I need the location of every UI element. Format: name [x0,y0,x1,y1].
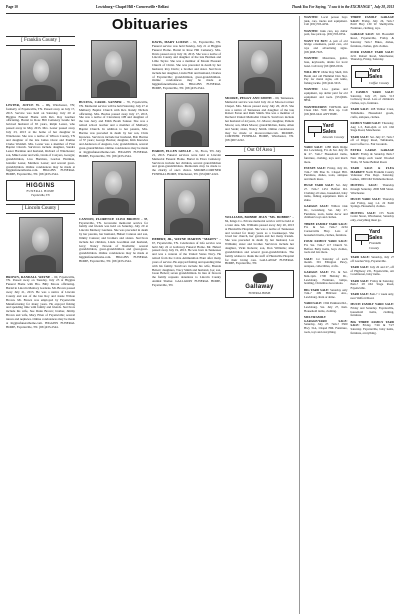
obit-column-2 [79,34,148,331]
classified-ad-text: Friday, 7/26 & 7/27 Saturday. Fayetteville, baby items, furniture, everything. [350,323,394,335]
classified-ad-text: Thursday through Saturday. 2000 Mill Street. Winchester. [350,183,394,195]
obituary-name: WILLIAMS, BOBBIE JEAN "MS. BOBBIE" [225,215,292,220]
obituary-photo [238,159,282,213]
classified-ad-heading: MULTI YARD SALE: [350,196,383,201]
classified-ad [304,289,348,300]
obituary-photo [92,161,136,215]
obituary-name: LESTER, JOYCE W. – 83, [6,103,51,108]
classified-ad [351,184,395,195]
classified-ad [351,321,395,336]
classified-ad [304,302,348,313]
classified-ad-heading: YARD SALE: [350,134,370,139]
classified-ad-heading: BIG YARD SALE: [304,287,331,292]
classified-ad [351,33,395,48]
classified-ad-heading: WILL BUY: [304,69,322,74]
obituary-entry [79,100,148,159]
yard-sale-banner [351,65,395,88]
classified-ad-heading: WANTED: [304,56,323,61]
classified-ad-heading: GARAGE SALE: [304,204,332,209]
classified-ad-text: Friday, July 26, 7am-? 8410 Hwy 130 W. Shelbyville. Furniture, clothing, toys. [350,18,394,31]
classified-ad [304,30,348,37]
obituary-entry [6,275,75,330]
classified-ad-heading: GARAGE SALE: [350,32,376,37]
classified-column-2 [351,16,395,338]
classified-ad-text: 1st Saturday of each month. 301 Ellington Pkwy, antiques, collectibles, crafts. [304,256,348,268]
funeral-home-sub: FUNERAL HOME [26,189,55,194]
masthead: Lewisburg • Chapel Hill • Cornersville • Belfast [96,5,169,9]
classified-ad [304,16,348,27]
obituary-body: – 60, Fayetteville, TN. Passed away on Tuesday, July 23 at Higgins Funeral Home with Bro. Billy Moore officiating. Burial in Lincoln Memory Gardens. Mr. Brown passed away July 21, 2013. He was a native of Lincoln County and son of the late Roy and Jessie Wilson Brown. Mr. Brown was employed by Fayetteville Manufacturing for many years. He enjoyed fishing and spending time with family and friends. Survivors include his wife, Sue Dunn Brown; brother, Jimmy Brown and wife, Mary Ellen of Fayetteville; several nieces and nephews. Online condolences may be made at higginsfuneralhome.com. HIGGINS FUNERAL HOME, Fayetteville, TN. (931)433-2544. [6,274,75,329]
yard-sale-sign-icon [307,126,320,137]
classified-column-1 [304,16,348,338]
classified-ad-text: Fri. & Sat. 7am-? 2234 Cornersville Hwy. Lots of household items, clothes, furniture. [304,225,348,237]
obituary-entry [152,237,221,288]
classified-ad-text: Thursday and Friday, Aug 1-2. 22 Estill Springs. Household, clothes. [350,196,394,209]
classified-ad-text: Saturday, July 27. 7am-? 3300 Hwy 31A, Chapel Hill. Furniture, tools, toys and everything. [304,322,348,334]
classified-ad [351,212,395,223]
yard-sale-county: Coffee County [368,80,390,85]
classified-ad-heading: EXTRA LARGE GARAGE SALE: [350,148,394,157]
yard-sale-sign-icon [354,234,367,245]
classified-ad [304,316,348,335]
yard-sale-title: Yard Sales [368,228,383,242]
obituary-photo [165,93,209,147]
classifieds-section [299,16,394,614]
classified-ad-heading: WANTED: [304,87,323,92]
classified-ad [304,167,348,182]
obituary-entry [6,103,75,177]
obituary-body: Winchester, TN; formerly of Fayetteville, TN. Passed away on July 17, 2013. Service was held on Saturday, July 20 at Higgins Funeral Home with Rev. Ray Gardner officiating. Burial in Rose Hill Cemetery beside her beloved husband of 65 years, Ralph Lester, who passed away in May 2013. Mrs. Lester passed away July 23, 2013 at the home of her daughter in Winchester. She was a native of Wilson County, TN and daughter of the late James Oscar and Pauline Clarke Waddell. Mrs. Lester was a member of First Baptist Church. Survivors include daughter, Sandra Lester Hartman and husband, Richard of Winchester; son, Mike Lester and wife, Linda of Conyers, Georgia; grandchildren, Lisa Hartman, Gordon Hartman, Jennifer Lester, Matthew Lester; and several great-grandchildren. Online condolences may be made at higginsfuneralhome.com. HIGGINS FUNERAL HOME, Fayetteville, TN. (931)433-2544. [6,103,76,177]
classified-ad-heading: FOUR FAMILY YARD SALE: [350,49,394,54]
classified-ad-text: Friday, July 26, 7am-? 309 Pine St. Chapel Hill. Furniture, dishes, tools, antiques and much more. [304,165,348,181]
classified-ad [304,106,348,117]
obituary-photo [19,217,63,273]
classified-ad-heading: HUGE YARD SALE: [304,183,336,188]
classified-ad-heading: YARD SALE: [350,254,372,259]
classified-ad-heading: FOUR FAMILY YARD SALE: [304,239,348,244]
classified-ad-text: 8am-? 1 week only, near Welford Road. [350,292,394,301]
classified-ad-text: North Franklin County Volunteer Fire Dept. Saturday, Games, 1000 Old Tullahoma Road. [350,169,395,181]
obituary-name: HEBERT, JR., WAYNE MARTIN "MARTY" [152,236,219,241]
classified-ad-text: Saturday, July 27 off Garden Way, Fayetteville. [350,254,394,263]
obit-column-3 [152,34,221,331]
classified-ad-text: 1288 Ruth Ridge Rd. Lewisburg, Fri. & Sat. July 26 & 27. 7am-? Household items, furniture, clothing, toys and much more. [304,144,348,164]
obituary-photo [91,40,137,98]
classified-ad-text: Saturday, July 27, 6am. 513 Colloway Road. Lots of children's clothes, toys, furniture. [350,93,394,105]
classified-ad-text: Saturday only 7am-? 209 Hillcrest Ave., Lewisburg. Rain or shine. [304,287,348,300]
classified-ad-heading: YARD SALE: [304,301,324,306]
classified-ad-heading: YARD SALE: [350,292,370,297]
classified-ad [351,198,395,209]
classified-ad [304,223,348,238]
classified-ad-heading: THREE FAMILY YARD SALE: [304,221,348,226]
classified-ad-text: Fri. & Sat. 8am-1pm. 1700 Holiday Dr., Lewisburg. Furniture, lamps, bedding, Christmas decorations. [304,270,348,286]
yard-sale-banner [304,120,348,143]
classified-ad [351,280,395,291]
classified-ad [351,136,395,147]
obituary-body: – 91, Elora, TN. July 21, 2013. Funeral services were held at Lincoln Memorial Funeral Home. Burial in Elora Cemetery. Survivors include her children, several grandchildren and great-grandchildren. Memorials may be made to the charity of one's choice. MOORE-CORTNER FUNERAL HOME, Winchester, TN. (931)967-2222. [152,148,222,177]
obituary-name: MOORE, PEGGY ANN SMITH [225,96,272,100]
classified-ad [351,16,395,31]
obituary-photo [164,179,210,235]
obituary-entry [225,215,294,266]
classified-ad-text: Junk cars, top dollar paid, free pick up. (931)703-9354. [304,28,348,37]
classified-ad-text: Sat. July 27. 7am-? 1451 Belfast Rd. Clothing all sizes, household, baby items, fishing equipment. Rain or shine. [304,183,348,203]
classified-ad-text: Sat. July 27, 7am-? off of Rippy Road, Tullahoma, near Coffee Co. Fair Grounds. [350,134,394,147]
classified-ad-text: I-Go games and equipment, top dollar paid for old equipment and tools. (931)946-8834. [304,87,348,103]
classified-ad [304,205,348,220]
funeral-home-address: Fayetteville, TN [31,194,50,198]
classified-ad-heading: MOVING SALE: [350,183,383,188]
classified-ad [304,271,348,286]
yard-sale-county: Franklin County [368,241,382,250]
classified-ad [351,266,395,277]
yard-sale-sign-icon [354,71,367,82]
classified-ad [304,71,348,86]
classified-ad-text: Willow Oak Dr., Lewisburg. Sat. July 27. Furniture, tools, home decor and children's toys and clothes. [304,204,348,220]
section-title: Obituaries [111,16,189,33]
classified-ad-heading: 3 FAMILY YARD SALE: [350,89,394,94]
classified-ad-heading: YARD SALE & FLEA MARKET: [350,165,394,174]
obituary-body: – 88, Fayetteville, TN. Graveside memorial service for family and friends was held on Saturday, July 20 at Lincoln Memory Gardens. She was preceded in death by her parents, her husband, Hubert Cannon and son, Jimmy Cannon; and brothers and sisters. Survivors include her children, Linda Goodman and husband, Jerry; Nancy Nowak of Nashville; several grandchildren, great-grandchildren and great-great-grandchildren. Online condolences may be made at higginsfuneralhome.com. HIGGINS FUNERAL HOME, Fayetteville, TN. (931)433-2544. [79,216,148,263]
classified-ad [351,122,395,133]
classified-ad [304,146,348,165]
classified-ad-heading: MULTI FAMILY YARD SALE: [350,302,394,307]
obituary-name: HARDY, ELLEN GIELLE [152,148,192,153]
classified-ad-text: Fri. Sat. 7am-? 117 Church St. Belfast. Baby items, boys clothes, tools and lots more. [304,242,348,255]
classified-ad-heading: THREE FAMILY GARAGE SALE: [350,15,394,23]
classified-ad-text: Friday & Saturday, 8am-? 28 Old Stage Road, Fayetteville. [350,278,394,291]
yard-sale-banner [351,226,395,253]
page-header [6,4,394,14]
yard-sale-title: Yard Sales [322,122,336,136]
classified-ad-heading: BIG THREE FAMILY YARD SALE: [350,319,394,328]
classified-ad-text: Musicians, guitar, bass, keyboards, drums for local band. Call Jerry (931)993-0016. [304,56,348,68]
classified-ad-text: 208 Timber Crest, Tullahoma. Household goods, crafts, antiques, clothes. [350,107,394,119]
classified-ad [304,184,348,203]
classified-ad-text: Older Ray Shell, Jim Beam and old Hummel Dan Slot. Pay for metal signs, old knife, fishing tackle. (931)242-5013. [304,69,348,85]
classified-ad [351,51,395,62]
obituary-entry [225,96,294,143]
classified-ad-text: A pair of old bridge ornaments, pedal cars, old toys and advertising signs. (931)698-7025. [304,38,348,54]
classified-ad-heading: SALE: [304,256,316,261]
classified-ad-heading: YARD SALE: [350,264,371,269]
obituary-body: – 67, Fayetteville, TN. Celebration of Life service was held July 22 at Gallaway Funeral Home. Mr. Hebert passed away July 19, 2013. He was born in Tennessee and was a veteran of the United States Navy. He retired from the Cobra Ammunition Plant after many years of service. He enjoyed fishing and spending time with his family. Survivors include his wife, Brenda Hebert; daughters, Tracy Smith and husband, Joe; son, Jason Hebert; seven grandchildren. In lieu of flowers the family requests donations to Lincoln County Animal Shelter. GALLAWAY FUNERAL HOME, Fayetteville, TN. [152,236,221,287]
funeral-home-logo [6,180,75,200]
classified-ad-text: Friday & Saturday 8am-? New things each week! Wooded Trails, 33 Sante Behind Road. [350,152,394,164]
classified-ad [351,303,395,318]
page-number: Page 10 [6,5,18,9]
obituary-name: CANNON, FLORENCE CLEO BROWN [79,216,140,221]
classified-ad [351,293,395,300]
obituary-body: – 91, Fayetteville, TN. Funeral service was held Sunday, July 21 at Higgins Funeral Home. Burial in Rose Hill Cemetery. Mrs. Davis passed away July 19, 2013. She was a native of Lincoln County and daughter of the late Herman and Lillie Taylor. She was a member of Mount Pleasant Church of Christ. She was preceded in death by her husband, Roy Davis; a brother and sister. Survivors include her daughter, Linda Holt and husband, Charles of Fayetteville; grandchildren, great-grandchildren. Online condolences may be made at higginsfuneralhome.com. HIGGINS FUNERAL HOME, Fayetteville, TN. (931)433-2544. [152,40,221,91]
obituary-name: BUCINA, CAROL SANNER [79,100,122,104]
obituary-body: – 76, Fayetteville, TN. Memorial service will be held Saturday, July 27 at Mulberry Baptist Church with Rev. Randy Nichols officiating. Mrs. Bucina passed away July 17, 2013. She was a native of Cleveland, OH and daughter of the late Jerry and Edith Booth Sanner. She was a retired school teacher and a member of Mulberry Baptist Church. In addition to her parents, Mrs. Bucina was preceded in death by her son, Chris Knowles. Survivors include her husband, Bob Bucina of 37 years; George Bucina; daughter, Kim Knowles and Anderson of Augusta, GA; grandchildren, several great-grandchildren. Online condolences may be made at higginsfuneralhome.com. HIGGINS FUNERAL HOME, Fayetteville, TN. (931)433-2544. [79,100,148,158]
obituary-entry [152,40,221,91]
classified-ad [351,149,395,164]
classified-ad-heading: ESTATE SALE: [304,165,328,170]
classified-ad-heading: YARD SALE: [350,278,371,283]
funeral-home-name: Gallaway [245,284,274,291]
obit-column-1 [6,34,75,331]
classified-ad-text: TOPSOIL and Clean Dirt. Will Pick up. Call (931)993-6441 ANYTIME. [304,104,348,117]
classified-ad [351,167,395,182]
obituary-photo [20,49,62,101]
county-header-out-of-area: [ Out Of Area ] [225,146,294,156]
classified-ad [304,258,348,269]
classified-ad-text: Local person buys junk, cars, trucks and equipment. Call (931)703-4256. [304,15,348,27]
classified-ad-heading: WANTED: [304,28,321,33]
classified-ad-text: 155 North Cedar Street, Winchester, Saturday only, everything must go. [350,210,394,223]
classified-ad-text: 2211 Robert Road, Manchester, Thursday, Friday, Saturday. [350,53,394,62]
funeral-home-logo [225,270,294,298]
classified-ad [351,108,395,119]
yard-sale-title: Yard Sales [368,67,383,81]
classified-ad [304,40,348,55]
classified-ad [304,240,348,255]
obituary-name: BROWN, RANDALL WAYNE [6,274,51,279]
classified-ad-heading: WANTED: [304,15,322,19]
classified-ad [351,256,395,263]
classified-ad-heading: FAMILY YARD SALE: [350,120,382,125]
classified-ad-heading: GARAGE SALE: [304,270,332,275]
classified-ad-heading: MOVING SALE: [350,210,380,215]
classified-ad-text: Friday and Saturday. Fayetteville, household items, clothing, furniture. [350,306,394,318]
obituary-body: – 84, Kings Co. Private memorial service will be held at a later date. Ms. Williams passed away July 20, 2013 at Huntsville Hospital. She was a native of Tennessee and worked for many years as a bookkeeper. She loved her church, her garden and her many friends. She was preceded in death by her husband, Lee Williams; sister and brother. Survivors include her daughter, Vicki Roberts; son, Don Williams; nine grandchildren and several great-grandchildren. The family wishes to thank the staff of Huntsville Hospital for their loving care. GALLAWAY FUNERAL HOME, Fayetteville, TN. [225,215,294,266]
obituaries-section [6,16,294,614]
county-header-lincoln: [ Lincoln County ] [6,204,75,214]
obituary-entry [152,149,221,177]
classified-ad-text: Thursday, Aug 1-3, 8am-2pm at 121 Old Stage Road, Manchester. [350,120,394,133]
funeral-home-emblem-icon [253,273,267,283]
funeral-home-sub: FUNERAL HOME [248,291,271,295]
yard-sale-county: Lincoln County [322,135,345,140]
classified-ad-text: 621 Boonshill Road, Fayetteville, Friday & Saturday 7am-? Bikes, dishes, furniture, clothes, girls clothes. [350,32,394,48]
obituary-entry [79,217,148,264]
classified-ad-heading: YARD SALE: [304,144,325,149]
obituary-name: DAVIS, MARY LOUISE [152,40,189,44]
classified-ad [304,57,348,68]
funeral-home-name: HIGGINS [26,183,55,190]
classified-ad-heading: WANTED/FREE: [304,104,330,109]
county-header-franklin: [ Franklin County ] [6,36,75,46]
classified-ad [304,88,348,103]
obituary-photo [238,40,282,94]
classified-ad-heading: MULTIFAMILY GARAGE/YARD SALE: [304,315,348,323]
classified-ad-heading: WANT TO BUY: [304,38,330,43]
classified-ad-text: 1566 Parkhurst Rd., Lewisburg. Sat. July 27, 6am. Household items, clothing. [304,301,348,313]
obit-column-4 [225,34,294,331]
classified-ad-heading: YARD SALE: [350,107,371,112]
obituary-body: – 69, Tennessee. Memorial service was held July 24 at Moore-Cortner Chapel. Mrs. Moore passed away July 20, 2013. She was a native of Tennessee and daughter of the late Robert Eaton and Ruth Smith. She was a member of Decherd United Methodist Church. Survivors include her husband of 44 years, J.C. Moore; daughter, Pamela Moore; son, Mark Moore; grandchildren, Katie, Allen and Sarah; sister, Nancy Smith. Online condolences may be made at moorecortner.com. MOORE-CORTNER FUNERAL HOME, Winchester, TN. (931)967-2222. [225,96,294,143]
classified-ad [351,91,395,106]
classified-ad-text: July 26 and 27, off of Highway 231, Fayetteville, Air Conditioner, baby items. [350,264,394,277]
header-tagline: Thank You For Saying, "I saw it in the EXCHANGE", July 28, 2013 [291,5,394,9]
